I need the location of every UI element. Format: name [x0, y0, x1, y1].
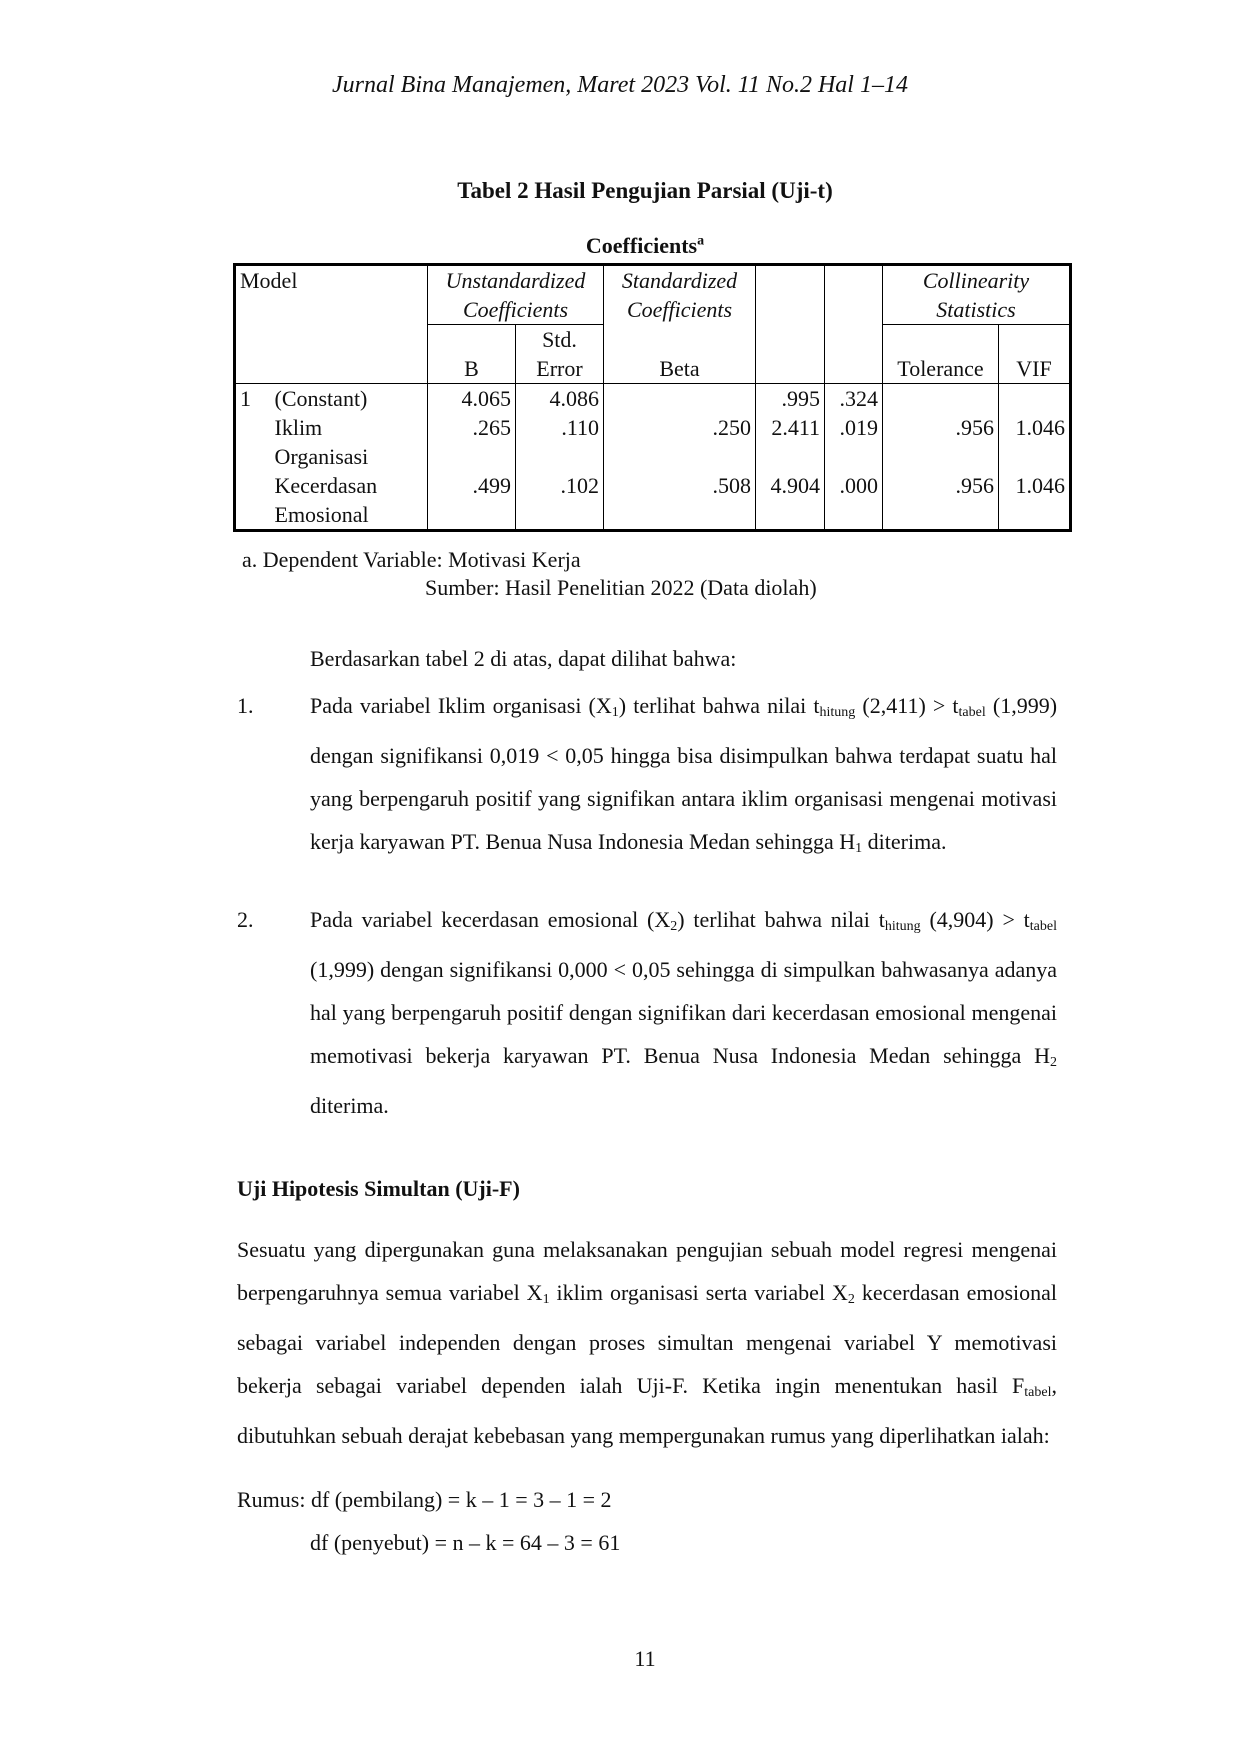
table-title: Tabel 2 Hasil Pengujian Parsial (Uji-t)	[457, 178, 833, 203]
text-run: ) terlihat bahwa nilai t	[618, 693, 820, 718]
cell-tolerance: .956	[883, 471, 999, 531]
intro-text: Berdasarkan tabel 2 di atas, dapat dilihat bahwa:	[310, 646, 737, 671]
coefficients-table	[233, 263, 1072, 532]
text-run: (1,999) dengan signifikansi 0,019 < 0,05 hingga bisa disimpulkan bahwa terdapat suatu hal yang berpengaruh positif yang signifikan antara iklim organisasi mengenai motivasi kerja karyawan PT. Benua Nusa Indonesia Medan sehingga H	[310, 693, 1058, 854]
body-paragraph	[237, 1228, 1057, 1457]
cell-beta	[604, 384, 756, 414]
subscript: tabel	[1029, 919, 1058, 934]
cell-sig: .019	[825, 413, 883, 471]
cell-tolerance: .956	[883, 413, 999, 471]
table-row	[235, 413, 1071, 471]
table-row	[235, 384, 1071, 414]
header-vif: VIF	[999, 325, 1071, 384]
header-coll-1: Collinearity	[922, 268, 1030, 293]
header-coll-2: Statistics	[936, 297, 1016, 322]
header-unstd-1: Unstandardized	[445, 268, 586, 293]
text-run: diterima.	[310, 1093, 389, 1118]
running-head: Jurnal Bina Manajemen, Maret 2023 Vol. 11 No.2 Hal 1–14	[332, 72, 908, 98]
table-subtitle-sup: a	[697, 233, 705, 249]
cell-t: 4.904	[756, 471, 825, 531]
formula-numerator: Rumus: df (pembilang) = k – 1 = 3 – 1 = 2	[237, 1487, 612, 1512]
row-label	[271, 471, 428, 531]
header-model: Model	[235, 265, 428, 384]
cell-t: 2.411	[756, 413, 825, 471]
cell-se: .102	[516, 471, 604, 531]
subscript: hitung	[884, 919, 921, 934]
table-footnote: a. Dependent Variable: Motivasi Kerja	[242, 547, 581, 572]
header-standardized	[604, 265, 756, 325]
cell-b: .499	[428, 471, 516, 531]
subscript: tabel	[1024, 1385, 1052, 1400]
header-std-1: Standardized	[621, 268, 738, 293]
header-unstd-2: Coefficients	[462, 297, 569, 322]
header-se-1: Std.	[542, 327, 577, 352]
text-run: Pada variabel kecerdasan emosional (X	[310, 907, 671, 932]
table-source: Sumber: Hasil Penelitian 2022 (Data diolah)	[425, 575, 817, 600]
subscript: 1	[611, 705, 619, 720]
model-number: 1	[235, 384, 271, 531]
text-run: iklim organisasi serta variabel X	[549, 1280, 848, 1305]
subscript: 1	[855, 841, 863, 856]
list-text	[310, 684, 1057, 870]
text-run: Sesuatu yang dipergunakan guna melaksanakan pengujian sebuah model regresi mengenai berpengaruhnya semua variabel X	[237, 1237, 1057, 1305]
table-subtitle	[0, 233, 1240, 259]
cell-se: .110	[516, 413, 604, 471]
cell-b: .265	[428, 413, 516, 471]
header-se-2: Error	[536, 356, 583, 381]
subscript: 2	[670, 919, 678, 934]
header-std-error	[516, 325, 604, 384]
row-label-2: Emosional	[274, 502, 369, 527]
text-run: kecerdasan emosional sebagai variabel independen dengan proses simultan mengenai variabel Y memotivasi bekerja sebagai variabel dependen ialah Uji-F. Ketika ingin menentukan hasil F	[237, 1280, 1057, 1398]
text-run: Pada variabel Iklim organisasi (X	[310, 693, 612, 718]
row-label-1: (Constant)	[274, 386, 368, 411]
row-label-1: Iklim	[274, 415, 323, 440]
cell-tolerance	[883, 384, 999, 414]
page-number: 11	[634, 1646, 656, 1671]
cell-vif: 1.046	[999, 471, 1071, 531]
cell-t: .995	[756, 384, 825, 414]
cell-sig: .000	[825, 471, 883, 531]
table-subtitle-text: Coefficients	[585, 233, 698, 258]
row-label	[271, 413, 428, 471]
formula-denominator: df (penyebut) = n – k = 64 – 3 = 61	[310, 1530, 621, 1555]
text-run: , dibutuhkan sebuah derajat kebebasan yang mempergunakan rumus yang diperlihatkan ialah:	[237, 1373, 1057, 1448]
text-run: (4,904) > t	[920, 907, 1030, 932]
cell-vif	[999, 384, 1071, 414]
cell-se: 4.086	[516, 384, 604, 414]
subscript: hitung	[819, 705, 856, 720]
subscript: 2	[847, 1292, 855, 1307]
header-beta: Beta	[604, 325, 756, 384]
row-label-1: Kecerdasan	[274, 473, 378, 498]
row-label	[271, 384, 428, 414]
cell-sig: .324	[825, 384, 883, 414]
cell-vif: 1.046	[999, 413, 1071, 471]
section-heading: Uji Hipotesis Simultan (Uji-F)	[237, 1176, 520, 1201]
cell-beta: .250	[604, 413, 756, 471]
header-collinearity	[883, 265, 1071, 325]
cell-b: 4.065	[428, 384, 516, 414]
text-run: ) terlihat bahwa nilai t	[677, 907, 885, 932]
list-number: 2.	[237, 907, 254, 932]
text-run: (2,411) > t	[855, 693, 959, 718]
header-tolerance: Tolerance	[883, 325, 999, 384]
text-run: (1,999) dengan signifikansi 0,000 < 0,05 sehingga di simpulkan bahwasanya adanya hal yang berpengaruh positif dengan signifikan dari kecerdasan emosional mengenai memotivasi bekerja karyawan PT. Benua Nusa Indonesia Medan sehingga H	[310, 957, 1057, 1068]
subscript: 1	[542, 1292, 550, 1307]
header-unstandardized	[428, 265, 604, 325]
row-label-2: Organisasi	[274, 444, 369, 469]
table-row	[235, 471, 1071, 531]
header-t-blank	[756, 265, 825, 384]
header-sig-blank	[825, 265, 883, 384]
text-run: diterima.	[862, 829, 947, 854]
cell-beta: .508	[604, 471, 756, 531]
header-b: B	[428, 325, 516, 384]
subscript: tabel	[958, 705, 986, 720]
list-text	[310, 898, 1057, 1127]
header-row-1	[235, 265, 1071, 325]
header-std-2: Coefficients	[626, 297, 733, 322]
list-number: 1.	[237, 693, 254, 718]
subscript: 2	[1050, 1055, 1057, 1070]
